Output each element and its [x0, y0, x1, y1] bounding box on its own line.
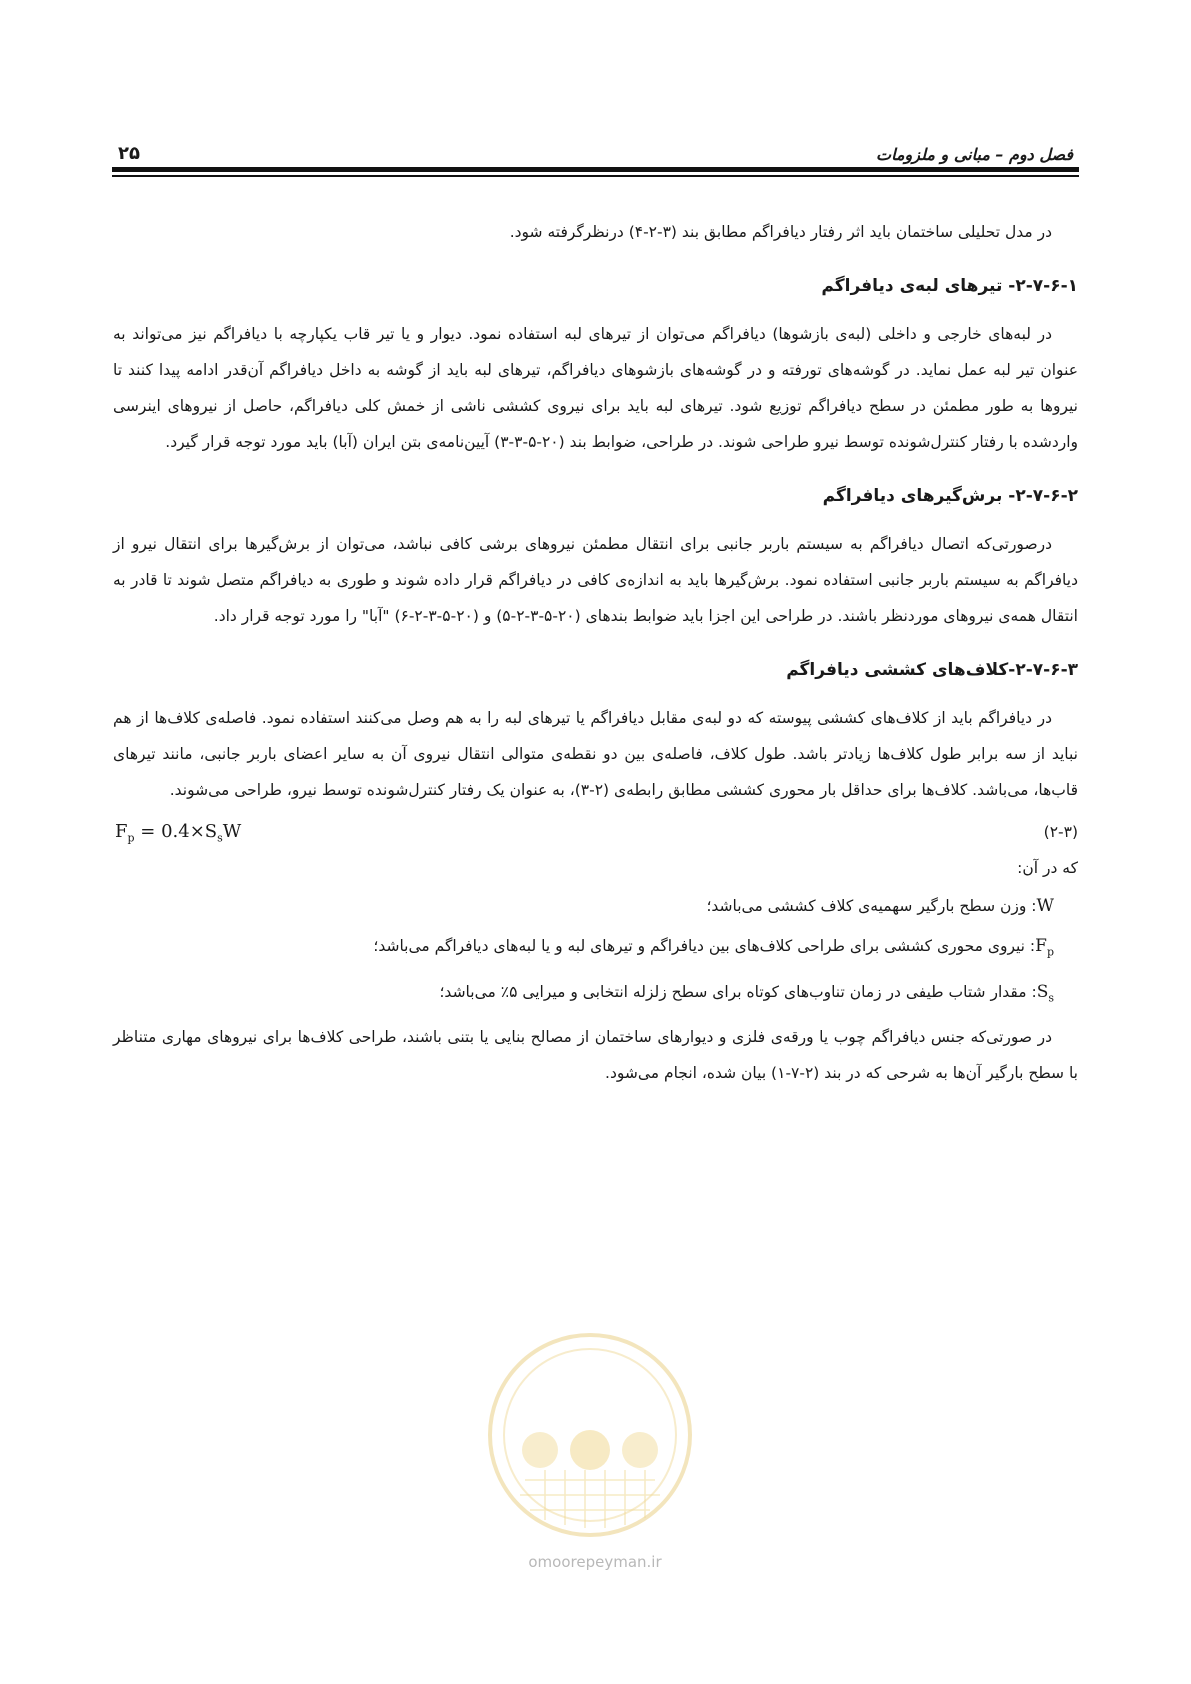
definition-symbol: $F_p$	[1035, 936, 1054, 959]
section-paragraph: در لبه‌های خارجی و داخلی (لبه‌ی بازشوها) دیافراگم می‌توان از تیرهای لبه استفاده نمود. دیوار و یا تیر قاب یکپارچه با دیافراگم نیز می‌تواند به عنوان تیر لبه عمل نماید. در گوشه‌های تورفته و در گوشه‌های بازشوهای دیافراگم، تیرهای لبه باید از گوشه به داخل دیافراگم آن‌قدر ادامه پیدا کنند تا نیروها به طور مطمئن در سطح دیافراگم توزیع شود. تیرهای لبه باید برای نیروی کششی ناشی از خمش کلی دیافراگم، حاصل از نیروهای اینرسی واردشده با رفتار کنترل‌شونده توسط نیرو طراحی شوند. در طراحی، ضوابط بند (۲۰-۵-۳-۳) آیین‌نامه‌ی بتن ایران (آبا) باید مورد توجه قرار گیرد.	[113, 325, 1078, 451]
page-header	[118, 128, 1073, 164]
section-heading: ۲-۷-۶-۲- برش‌گیرهای دیافراگم	[822, 486, 1078, 506]
definition-symbol: W	[1036, 896, 1054, 916]
watermark-url: omoorepeyman.ir	[528, 1553, 662, 1571]
running-title: فصل دوم – مبانی و ملزومات	[876, 145, 1073, 164]
intro-paragraph: در مدل تحلیلی ساختمان باید اثر رفتار دیافراگم مطابق بند (۳-۲-۴) درنظرگرفته شود.	[509, 223, 1052, 241]
definition-item: $S_s$: مقدار شتاب طیفی در زمان تناوب‌های کوتاه برای سطح زلزله انتخابی و میرایی ۵٪ می‌باشد؛	[439, 982, 1054, 1005]
closing-paragraph: در صورتی‌که جنس دیافراگم چوب یا ورقه‌ی فلزی و دیوارهای ساختمان از مصالح بنایی یا بتنی باشند، طراحی کلاف‌ها برای نیروهای مهاری متناظر با سطح بارگیر آن‌ها به شرحی که در بند (۲-۷-۱) بیان شده، انجام می‌شود.	[113, 1027, 1078, 1082]
section-paragraph: در دیافراگم باید از کلاف‌های کششی پیوسته که دو لبه‌ی مقابل دیافراگم یا تیرهای لبه را به هم وصل می‌کنند استفاده نمود. فاصله‌ی کلاف‌ها از هم نباید از سه برابر طول کلاف‌ها زیادتر باشد. طول کلاف، فاصله‌ی بین دو نقطه‌ی متوالی انتقال نیروی آن به سایر اعضای باربر جانبی، مانند تیرهای قاب‌ها، می‌باشد. کلاف‌ها برای حداقل بار محوری کششی مطابق رابطه‌ی (۲-۳)، به عنوان یک رفتار کنترل‌شونده توسط نیرو، طراحی می‌شوند.	[113, 709, 1078, 799]
equation-number: (۲-۳)	[1043, 823, 1078, 841]
header-rule-thick	[112, 167, 1079, 172]
watermark-logo	[485, 1330, 695, 1540]
header-rule-thin	[112, 175, 1079, 177]
where-label: که در آن:	[1017, 859, 1078, 877]
definition-item: $F_p$: نیروی محوری کششی برای طراحی کلاف‌های بین دیافراگم و تیرهای لبه و یا لبه‌های دیافراگم می‌باشد؛	[373, 936, 1054, 959]
page-number: ۲۵	[118, 143, 140, 164]
equation-formula: $F_p = 0.4\times S_sW$	[115, 821, 242, 845]
definition-symbol: $S_s$	[1036, 982, 1054, 1005]
definition-item: W: وزن سطح بارگیر سهمیه‌ی کلاف کششی می‌باشد؛	[706, 896, 1054, 916]
page-content	[113, 214, 1078, 1091]
equation-row	[113, 814, 1078, 850]
section-heading: ۲-۷-۶-۳-کلاف‌های کششی دیافراگم	[786, 660, 1078, 680]
section-paragraph: درصورتی‌که اتصال دیافراگم به سیستم باربر جانبی برای انتقال مطمئن نیروهای برشی کافی نباشد، می‌توان از برش‌گیرها برای انتقال نیرو از دیافراگم به سیستم باربر جانبی استفاده نمود. برش‌گیرها باید به اندازه‌ی کافی در دیافراگم قرار داده شوند و طوری به دیافراگم متصل شوند تا قادر به انتقال همه‌ی نیروهای موردنظر باشند. در طراحی این اجزا باید ضوابط بندهای (۲۰-۵-۳-۲-۵) و (۲۰-۵-۳-۲-۶) "آبا" را مورد توجه قرار داد.	[113, 535, 1078, 625]
section-heading: ۲-۷-۶-۱- تیرهای لبه‌ی دیافراگم	[821, 276, 1078, 296]
